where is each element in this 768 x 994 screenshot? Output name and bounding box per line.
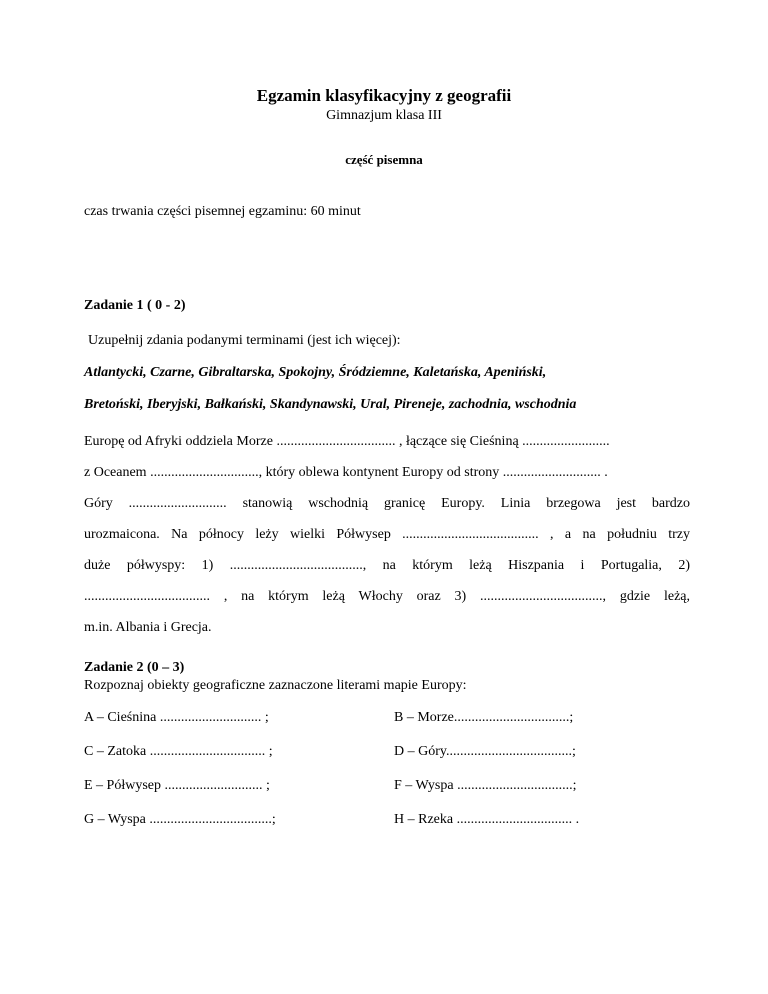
answer-item-a: A – Cieśnina ............................. ; xyxy=(84,710,269,725)
paragraph-line: duże półwyspy: 1) ......................................, na którym leżą Hiszpania i Portugalia, 2) xyxy=(84,558,690,573)
task2-heading: Zadanie 2 (0 – 3) xyxy=(84,660,185,675)
exam-duration: czas trwania części pisemnej egzaminu: 60 minut xyxy=(84,204,361,219)
paragraph-line: z Oceanem ..............................., który oblewa kontynent Europy od strony ............................ . xyxy=(84,465,608,480)
task1-terms xyxy=(84,357,694,421)
answer-row xyxy=(84,778,704,812)
answer-item-b: B – Morze.................................; xyxy=(394,710,574,725)
answer-item-h: H – Rzeka ................................. . xyxy=(394,812,580,827)
paragraph-line: Góry ............................ stanowią wschodnią granicę Europy. Linia brzegowa jest bardzo xyxy=(84,496,690,511)
terms-line: Atlantycki, Czarne, Gibraltarska, Spokojny, Śródziemne, Kaletańska, Apeniński, xyxy=(84,365,547,380)
task1-heading: Zadanie 1 ( 0 - 2) xyxy=(84,298,186,313)
task2-items xyxy=(84,710,704,846)
task1-paragraph xyxy=(84,426,690,643)
paragraph-line: m.in. Albania i Grecja. xyxy=(84,620,212,635)
exam-part: część pisemna xyxy=(345,152,423,167)
task2-instruction: Rozpoznaj obiekty geograficzne zaznaczone literami mapie Europy: xyxy=(84,678,467,693)
paragraph-line: urozmaicona. Na północy leży wielki Półwysep ....................................... , a na południu trzy xyxy=(84,527,690,542)
answer-item-g: G – Wyspa ...................................; xyxy=(84,812,276,827)
exam-title: Egzamin klasyfikacyjny z geografii xyxy=(256,86,512,105)
paragraph-line: .................................... , na którym leżą Włochy oraz 3) ..................................., gdzie leżą, xyxy=(84,589,690,604)
terms-line: Bretoński, Iberyjski, Bałkański, Skandynawski, Ural, Pireneje, zachodnia, wschodnia xyxy=(84,397,577,412)
answer-row xyxy=(84,710,704,744)
exam-subtitle: Gimnazjum klasa III xyxy=(326,108,442,123)
answer-row xyxy=(84,744,704,778)
task1-instruction: Uzupełnij zdania podanymi terminami (jest ich więcej): xyxy=(88,333,401,348)
answer-item-c: C – Zatoka ................................. ; xyxy=(84,744,273,759)
answer-item-d: D – Góry....................................; xyxy=(394,744,576,759)
answer-item-e: E – Półwysep ............................ ; xyxy=(84,778,270,793)
answer-row xyxy=(84,812,704,846)
answer-item-f: F – Wyspa .................................; xyxy=(394,778,577,793)
paragraph-line: Europę od Afryki oddziela Morze .................................. , łączące się Cieśniną ......................... xyxy=(84,434,610,449)
